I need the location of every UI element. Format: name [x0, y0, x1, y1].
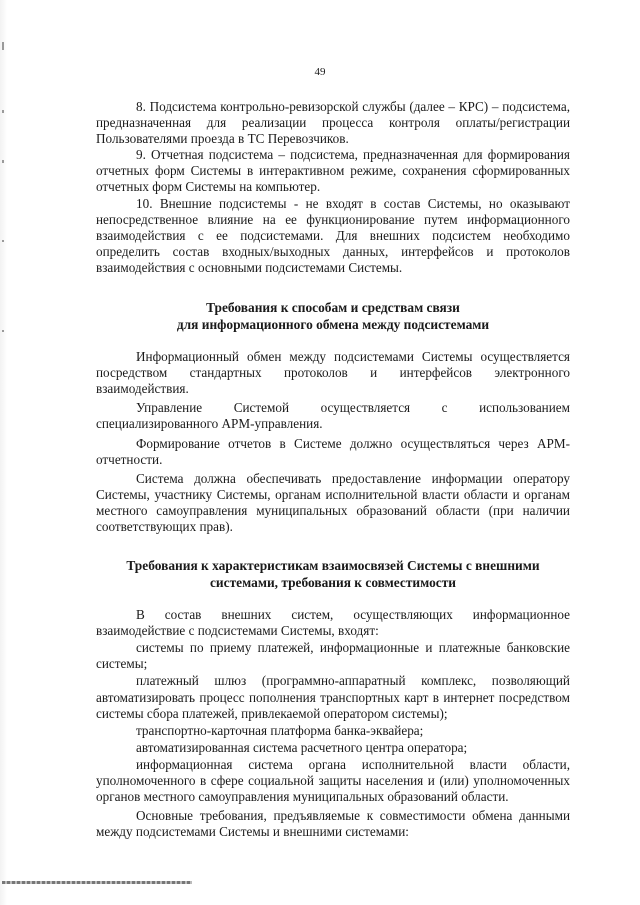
- heading-line: Требования к характеристикам взаимосвязей Системы с внешними: [126, 558, 540, 574]
- heading-line: Требования к способам и средствам связи: [206, 300, 460, 316]
- heading-communication-requirements: [96, 300, 570, 333]
- scan-artifact: [2, 330, 4, 332]
- heading-line: системами, требования к совместимости: [209, 574, 457, 590]
- paragraph-info-exchange: Информационный обмен между подсистемами Системы осуществляется посредством стандартных протоколов и интерфейсов электронного взаимодействия.: [96, 349, 570, 397]
- scan-left-edge: [0, 0, 7, 905]
- paragraph-reporting-subsystem: 9. Отчетная подсистема – подсистема, предназначенная для формирования отчетных форм Системы в интерактивном режиме, сохранения сформированных отчетных форм Системы на компьютер.: [96, 147, 570, 195]
- paragraph-system-management: Управление Системой осуществляется с использованием специализированного АРМ-управления.: [96, 400, 570, 432]
- list-item: информационная система органа исполнительной власти области, уполномоченного в сфере социальной защиты населения и (или) уполномоченных органов местного самоуправления муниципальных образований области.: [96, 756, 570, 805]
- scan-artifact: [2, 42, 4, 50]
- scan-bottom-artifact: [2, 881, 192, 884]
- paragraph-compatibility-requirements: Основные требования, предъявляемые к совместимости обмена данными между подсистемами Системы и внешними системами:: [96, 808, 570, 840]
- scan-artifact: [2, 160, 4, 163]
- scan-artifact: [2, 240, 4, 242]
- heading-external-systems-requirements: [96, 558, 570, 591]
- list-item: автоматизированная система расчетного центра оператора;: [136, 739, 468, 755]
- list-item: системы по приему платежей, информационные и платежные банковские системы;: [96, 640, 570, 672]
- scan-artifact: [2, 110, 4, 113]
- list-item: транспортно-карточная платформа банка-эквайера;: [136, 722, 424, 738]
- paragraph-external-subsystems: 10. Внешние подсистемы - не входят в состав Системы, но оказывают непосредственное влияние на ее функционирование путем информационного взаимодействия с ее подсистемами. Для внешних подсистем необходимо определить состав входных/выходных данных, интерфейсов и протоколов взаимодействия с основными подсистемами Системы.: [96, 195, 570, 275]
- paragraph-krs: 8. Подсистема контрольно-ревизорской службы (далее – КРС) – подсистема, предназначенная для реализации процесса контроля оплаты/регистрации Пользователями проезда в ТС Перевозчиков.: [96, 99, 570, 147]
- paragraph-report-generation: Формирование отчетов в Системе должно осуществляться через АРМ-отчетности.: [96, 435, 570, 467]
- paragraph-external-systems-intro: В состав внешних систем, осуществляющих информационное взаимодействие с подсистемами Системы, входят:: [96, 607, 570, 639]
- document-body: [96, 99, 570, 840]
- paragraph-information-provision: Система должна обеспечивать предоставление информации оператору Системы, участнику Системы, органам исполнительной власти области и органам местного самоуправления муниципальных образований области (при наличии соответствующих прав).: [96, 470, 570, 534]
- list-item: платежный шлюз (программно-аппаратный комплекс, позволяющий автоматизировать процесс пополнения транспортных карт в интернет посредством системы сбора платежей, привлекаемой оператором системы);: [96, 673, 570, 721]
- heading-line: для информационного обмена между подсистемами: [176, 316, 490, 332]
- page-number: 49: [314, 66, 326, 78]
